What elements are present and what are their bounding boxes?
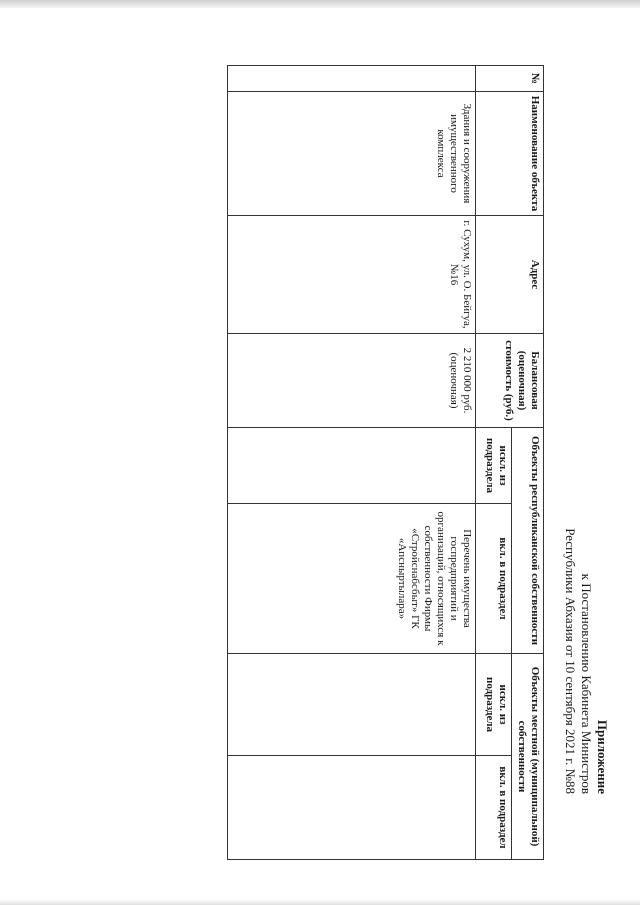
header-republic-excl: искл. из подраздела: [476, 428, 512, 504]
header-local-incl: вкл. в подраздел: [476, 756, 512, 860]
cell-name: Здания и сооружения имущественного комплекса: [228, 92, 476, 216]
header-num: №: [476, 66, 544, 92]
appendix-title: Приложение: [595, 719, 610, 794]
header-republic-group: Объекты республиканской собственности: [512, 428, 544, 654]
appendix-header: [562, 528, 610, 794]
cell-local-incl: [228, 756, 476, 860]
header-value: Балансовая (оценочная) стоимость (руб.): [476, 334, 544, 428]
document-page: [50, 10, 610, 850]
scan-edge-top: [0, 0, 640, 8]
header-republic-incl: вкл. в подраздел: [476, 504, 512, 654]
cell-republic-excl: [228, 428, 476, 504]
appendix-date-line: Республики Абхазия от 10 сентября 2021 г. №88: [563, 528, 578, 794]
cell-address: г. Сухум, ул. О. Бейгуа, №16: [228, 216, 476, 334]
header-address: Адрес: [476, 216, 544, 334]
header-name: Наименование объекта: [476, 92, 544, 216]
header-local-group: Объекты местной (муниципальной) собственности: [512, 654, 544, 860]
scan-edge-bottom: [0, 899, 640, 905]
header-local-excl: искл. из подраздела: [476, 654, 512, 756]
cell-num: [228, 66, 476, 92]
table-row: [228, 66, 476, 860]
property-table: [227, 65, 544, 860]
appendix-decree-line: к Постановлению Кабинета Министров: [579, 573, 594, 794]
cell-value: 2 210 000 руб. (оценочная): [228, 334, 476, 428]
cell-republic-incl: Перечень имущества госпредприятий и организаций, относящихся к собственности Фирмы «Стройснабсбыт» ГК «Апсныртылара»: [228, 504, 476, 654]
cell-local-excl: [228, 654, 476, 756]
